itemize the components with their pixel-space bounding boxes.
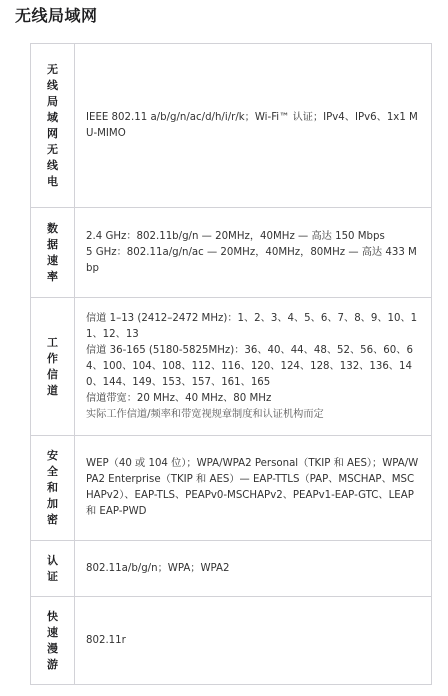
spec-value-cell <box>75 44 432 208</box>
spec-label: 快速漫游 <box>47 609 58 671</box>
spec-label-cell <box>31 298 75 436</box>
spec-value-line: 信道 1–13 (2412–2472 MHz)：1、2、3、4、5、6、7、8、9、10、11、12、13 <box>86 312 418 340</box>
spec-label-cell <box>31 44 75 208</box>
spec-label-cell <box>31 541 75 597</box>
spec-label: 工作信道 <box>47 335 58 397</box>
spec-value-cell <box>75 541 432 597</box>
spec-value-line: 2.4 GHz：802.11b/g/n — 20MHz，40MHz — 高达 150 Mbps <box>86 230 385 242</box>
spec-label: 无线局域网无线电 <box>47 62 58 188</box>
spec-value-cell <box>75 208 432 298</box>
spec-label-cell <box>31 597 75 685</box>
spec-label-cell <box>31 208 75 298</box>
spec-value-cell <box>75 298 432 436</box>
spec-value-line: IEEE 802.11 a/b/g/n/ac/d/h/i/r/k；Wi-Fi™ 认证；IPv4、IPv6、1x1 MU-MIMO <box>86 111 418 139</box>
spec-row-channels <box>31 298 432 436</box>
spec-value-line: 802.11r <box>86 634 126 646</box>
spec-label-cell <box>31 436 75 541</box>
spec-label: 安全和加密 <box>47 449 58 526</box>
spec-value-cell <box>75 436 432 541</box>
spec-row-fast-roaming <box>31 597 432 685</box>
spec-row-data-rate <box>31 208 432 298</box>
spec-table <box>30 43 432 685</box>
spec-value-line: 802.11a/b/g/n；WPA；WPA2 <box>86 562 230 574</box>
spec-row-radio <box>31 44 432 208</box>
page-title: 无线局域网 <box>15 6 98 25</box>
spec-row-security <box>31 436 432 541</box>
spec-note-line: 实际工作信道/频率和带宽视规章制度和认证机构而定 <box>86 408 324 420</box>
spec-value-line: 信道 36-165 (5180-5825MHz)：36、40、44、48、52、56、60、64、100、104、108、112、116、120、124、128、132、136、140、144、149、153、157、161、165 <box>86 344 413 388</box>
spec-row-certification <box>31 541 432 597</box>
spec-value-line: 5 GHz：802.11a/g/n/ac — 20MHz，40MHz，80MHz — 高达 433 Mbp <box>86 246 417 274</box>
spec-value-line: WEP（40 或 104 位）；WPA/WPA2 Personal（TKIP 和 AES）；WPA/WPA2 Enterprise（TKIP 和 AES）— EAP-TTLS（PAP、MSCHAP、MSCHAPv2）、EAP-TLS、PEAPv0-MSCHAPv2、PEAPv1-EAP-GTC、LEAP 和 EAP-PWD <box>86 458 419 517</box>
spec-value-line: 信道带宽：20 MHz、40 MHz、80 MHz <box>86 392 272 404</box>
spec-value-cell <box>75 597 432 685</box>
spec-label: 数据速率 <box>47 221 58 283</box>
spec-label: 认证 <box>47 553 58 583</box>
